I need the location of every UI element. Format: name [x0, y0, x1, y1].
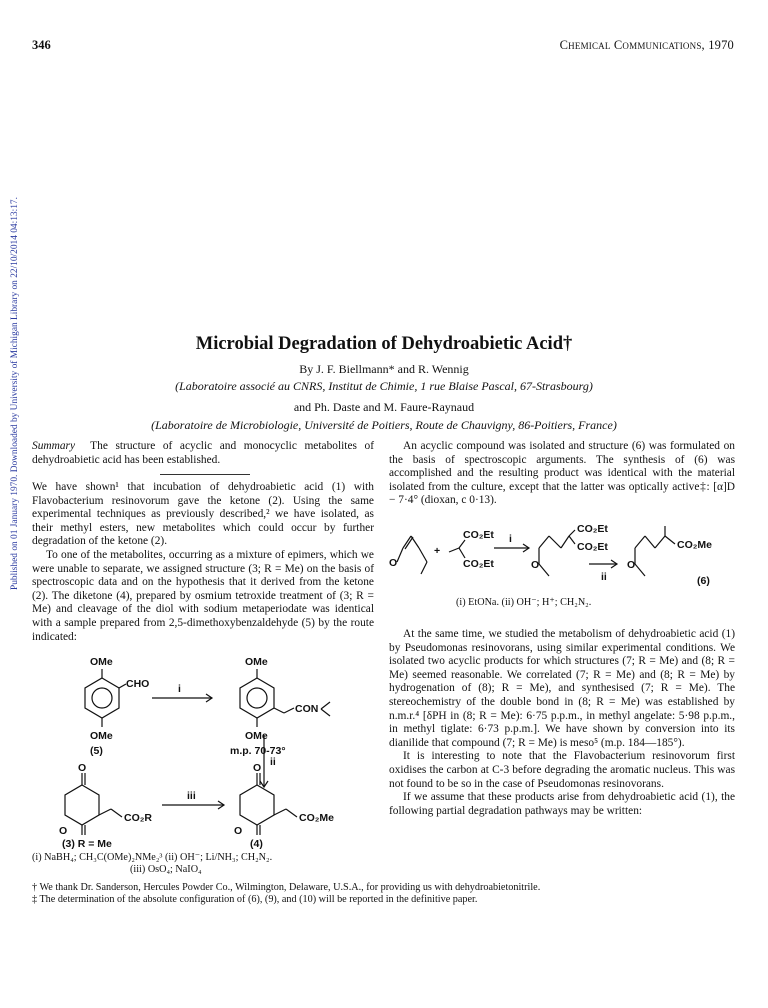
oxygen-intermediate: O — [531, 559, 540, 571]
step-i-label: i — [178, 683, 181, 695]
summary-divider — [160, 474, 250, 475]
footnote-2: ‡ The determination of the absolute configuration of (6), (9), and (10) will be reported in the definitive paper. — [32, 894, 478, 905]
right-reaction-scheme — [389, 522, 735, 590]
right-paragraph-2: At the same time, we studied the metabolism of dehydroabietic acid (1) by Pseudomonas resinovorans, using similar experimental conditions. We isolated two acyclic products for which structures (7; R = Me) and (8; R = Me) seemed reasonable. We correlated (7; R = Me) and (8; R = Me) by hydrogenation of (8); R = Me), and synthesised (7; R = Me). The stereochemistry of the double bond in (8; R = Me) was established by n.m.r.⁴ [δPH in (8; R = Me): 6·75 p.p.m., in methyl angelate: 5·98 p.p.m., in methyl tiglate: 6·73 p.p.m.]. We have shown by conversion into its dianilide that compound (7; R = Me) is meso⁵ (m.p. 184—185°). — [389, 628, 735, 749]
plus-sign: + — [434, 545, 441, 557]
oxygen-top-4: O — [253, 762, 262, 774]
ome-bottom-amide: OMe — [245, 730, 268, 742]
label-3: (3) R = Me — [62, 838, 112, 850]
footnote-1: † We thank Dr. Sanderson, Hercules Powder Co., Wilmington, Delaware, U.S.A., for providing us with dehydroabietonitrile. — [32, 882, 541, 893]
right-step-i-label: i — [509, 533, 512, 545]
right-paragraph-4: If we assume that these products arise from dehydroabietic acid (1), the following partial degradation pathways may be written: — [389, 791, 735, 817]
authors-line-2: and Ph. Daste and M. Faure-Raynaud — [293, 400, 475, 414]
ome-top-amide: OMe — [245, 656, 268, 668]
benzene-ring-amide — [240, 678, 274, 718]
right-paragraph-3: It is interesting to note that the Flavobacterium resinovorum first oxidises the carbon at C-3 before degrading the aromatic nucleus. This was not found to be so in the case of Pseudomonas resinovorans. — [389, 750, 735, 790]
co2r-label: CO₂R — [124, 812, 152, 824]
page-number: 346 — [32, 38, 51, 52]
authors-line-1: By J. F. Biellmann* and R. Wennig — [299, 362, 469, 376]
amide-label: CON — [295, 703, 319, 715]
summary-label: Summary — [32, 440, 76, 452]
ome-top-5: OMe — [90, 656, 113, 668]
step-iii-label: iii — [187, 790, 196, 802]
benzene-ring-5 — [85, 678, 119, 718]
melting-point-label: m.p. 70-73° — [230, 745, 286, 757]
affiliation-2: (Laboratoire de Microbiologie, Université de Poitiers, Route de Chauvigny, 86-Poitiers, France) — [151, 418, 617, 432]
co2me-product: CO₂Me — [677, 539, 713, 551]
left-column-text — [32, 481, 374, 644]
summary-block — [32, 440, 374, 467]
co2et-top-intermediate: CO₂Et — [577, 523, 608, 535]
download-watermark: Published on 01 January 1970. Downloaded by University of Michigan Library on 22/10/2014 04:13:17. — [10, 197, 20, 590]
journal-header: Chemical Communications, 1970 — [559, 38, 734, 52]
left-paragraph-1: We have shown¹ that incubation of dehydroabietic acid (1) with Flavobacterium resinovorum gave the ketone (2). Using the same experimental techniques as previously described,² we have isolated, as their methyl esters, new metabolites which could occur by further degradation of the ketone (2). — [32, 481, 374, 548]
oxygen-bottom-4: O — [234, 825, 243, 837]
co2et-bottom-intermediate: CO₂Et — [577, 541, 608, 553]
label-4: (4) — [250, 838, 263, 850]
co2et-bottom-reagent: CO₂Et — [463, 558, 494, 570]
affiliation-1: (Laboratoire associé au CNRS, Institut de Chimie, 1 rue Blaise Pascal, 67-Strasbourg) — [175, 379, 593, 393]
right-scheme-caption: (i) EtONa. (ii) OH⁻; H⁺; CH₂N₂. — [456, 597, 592, 608]
oxygen-bottom-3: O — [59, 825, 68, 837]
oxygen-enone: O — [389, 557, 398, 569]
right-column-text-2 — [389, 628, 735, 818]
left-scheme-caption-1: (i) NaBH₄; CH₃C(OMe)₂NMe₂³ (ii) OH⁻; Li/NH₃; CH₂N₂. — [32, 852, 273, 863]
left-scheme-caption-2: (iii) OsO₄; NaIO₄ — [130, 864, 202, 875]
ome-bottom-5: OMe — [90, 730, 113, 742]
co2me-label-4: CO₂Me — [299, 812, 335, 824]
cyclohexanedione-ring-4 — [240, 785, 274, 825]
cyclohexanedione-ring-3 — [65, 785, 99, 825]
article-title: Microbial Degradation of Dehydroabietic Acid† — [195, 334, 573, 354]
label-6: (6) — [697, 575, 710, 587]
label-5: (5) — [90, 745, 103, 757]
oxygen-top-3: O — [78, 762, 87, 774]
right-column-text-1 — [389, 440, 735, 508]
co2et-top-reagent: CO₂Et — [463, 529, 494, 541]
cho-label: CHO — [126, 678, 150, 690]
summary-text: The structure of acyclic and monocyclic metabolites of dehydroabietic acid has been established. — [32, 440, 375, 466]
step-ii-label: ii — [270, 756, 276, 768]
aromatic-circle-5 — [92, 688, 112, 708]
right-paragraph-1: An acyclic compound was isolated and structure (6) was formulated on the basis of spectroscopic arguments. The synthesis of (6) was accomplished and the resulting product was identical with the material isolated from the culture, except that the latter was optically active‡: [α]D − 7·4° (dioxan, c 0·13). — [389, 440, 735, 507]
oxygen-product: O — [627, 559, 636, 571]
left-reaction-scheme — [32, 645, 374, 845]
left-paragraph-2: To one of the metabolites, occurring as a mixture of epimers, which we were unable to separate, we assigned structure (3; R = Me) on the basis of spectroscopic data and on the hypothesis that it derived from the ketone (2). The diketone (4), prepared by osmium tetroxide treatment of (3; R = Me) and cleavage of the diol with sodium metaperiodate was identical with a sample prepared from 2,5-dimethoxybenzaldehyde (5) by the route indicated: — [32, 548, 374, 643]
right-step-ii-label: ii — [601, 571, 607, 583]
